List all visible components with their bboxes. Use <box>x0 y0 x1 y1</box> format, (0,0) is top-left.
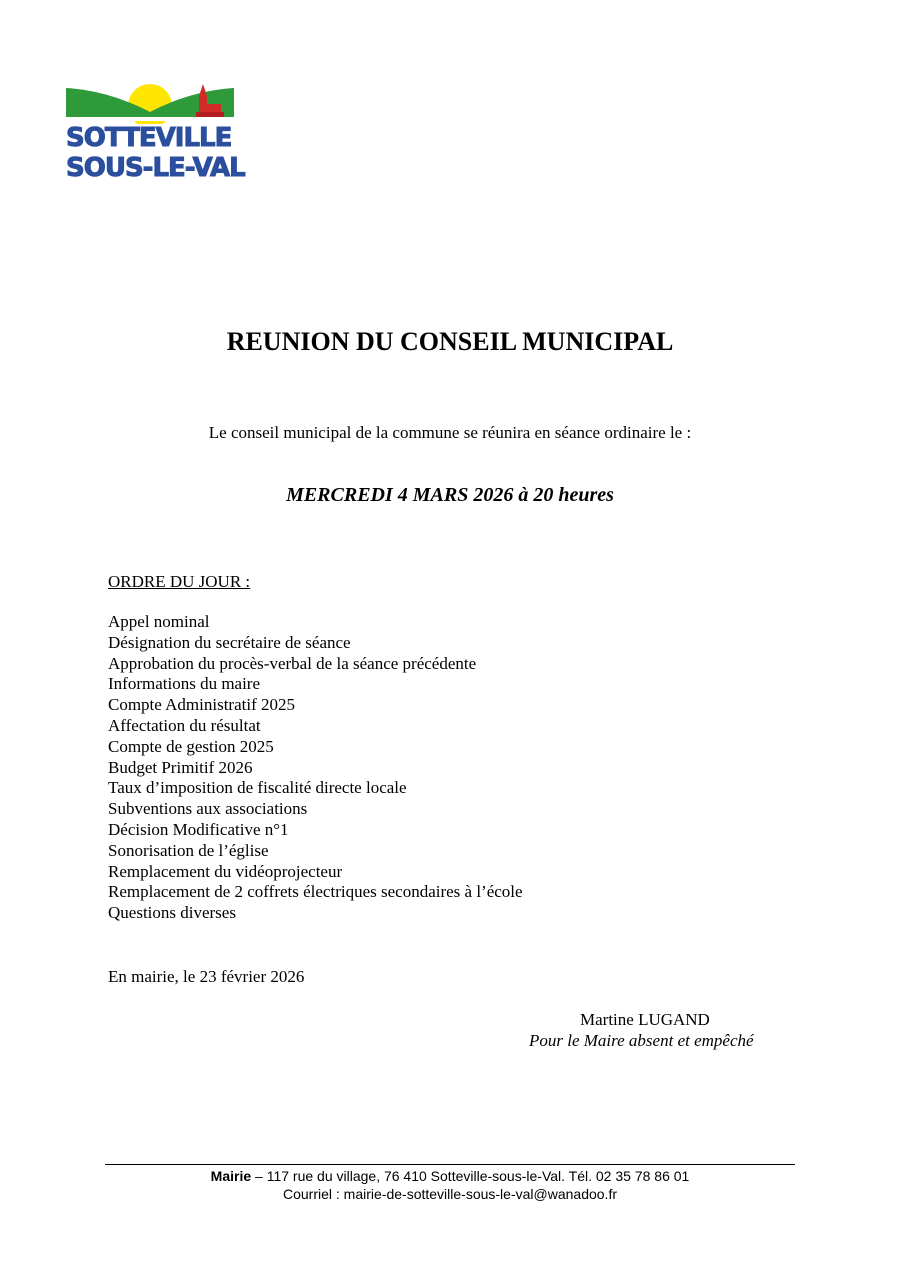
footer-address: – 117 rue du village, 76 410 Sotteville-sous-le-Val. Tél. 02 35 78 86 01 <box>251 1168 690 1184</box>
footer-divider <box>105 1164 795 1165</box>
logo-text-line2: SOUS-LE-VAL <box>66 153 245 183</box>
agenda-item: Compte de gestion 2025 <box>108 736 274 756</box>
town-logo <box>66 84 245 184</box>
agenda-item: Désignation du secrétaire de séance <box>108 632 351 652</box>
footer-email-line: Courriel : mairie-de-sotteville-sous-le-val@wanadoo.fr <box>283 1186 617 1202</box>
agenda-item: Approbation du procès-verbal de la séance précédente <box>108 653 477 673</box>
agenda-list <box>108 612 523 924</box>
agenda-item: Compte Administratif 2025 <box>108 695 295 715</box>
agenda-heading: ORDRE DU JOUR : <box>108 572 251 591</box>
agenda-item: Sonorisation de l’église <box>108 840 269 860</box>
document-title: REUNION DU CONSEIL MUNICIPAL <box>226 327 674 356</box>
agenda-item: Questions diverses <box>108 903 236 923</box>
agenda-item: Subventions aux associations <box>108 799 308 819</box>
agenda-item: Taux d’imposition de fiscalité directe locale <box>108 778 407 798</box>
footer-address-line <box>0 1167 900 1185</box>
place-and-date: En mairie, le 23 février 2026 <box>108 967 305 986</box>
footer-label: Mairie <box>210 1168 252 1184</box>
agenda-item: Affectation du résultat <box>108 715 261 735</box>
logo-text-line1: SOTTEVILLE <box>66 123 232 153</box>
agenda-item: Remplacement de 2 coffrets électriques secondaires à l’école <box>108 882 523 902</box>
signer-name: Martine LUGAND <box>580 1010 710 1029</box>
agenda-item: Informations du maire <box>108 674 261 694</box>
agenda-item: Décision Modificative n°1 <box>108 819 289 839</box>
agenda-item: Budget Primitif 2026 <box>108 757 253 777</box>
signer-role: Pour le Maire absent et empêché <box>529 1031 754 1050</box>
landscape-emblem-icon <box>66 84 234 124</box>
intro-text: Le conseil municipal de la commune se réunira en séance ordinaire le : <box>208 423 692 442</box>
meeting-date: MERCREDI 4 MARS 2026 à 20 heures <box>286 484 614 506</box>
agenda-item: Remplacement du vidéoprojecteur <box>108 861 343 881</box>
agenda-item: Appel nominal <box>108 612 210 631</box>
